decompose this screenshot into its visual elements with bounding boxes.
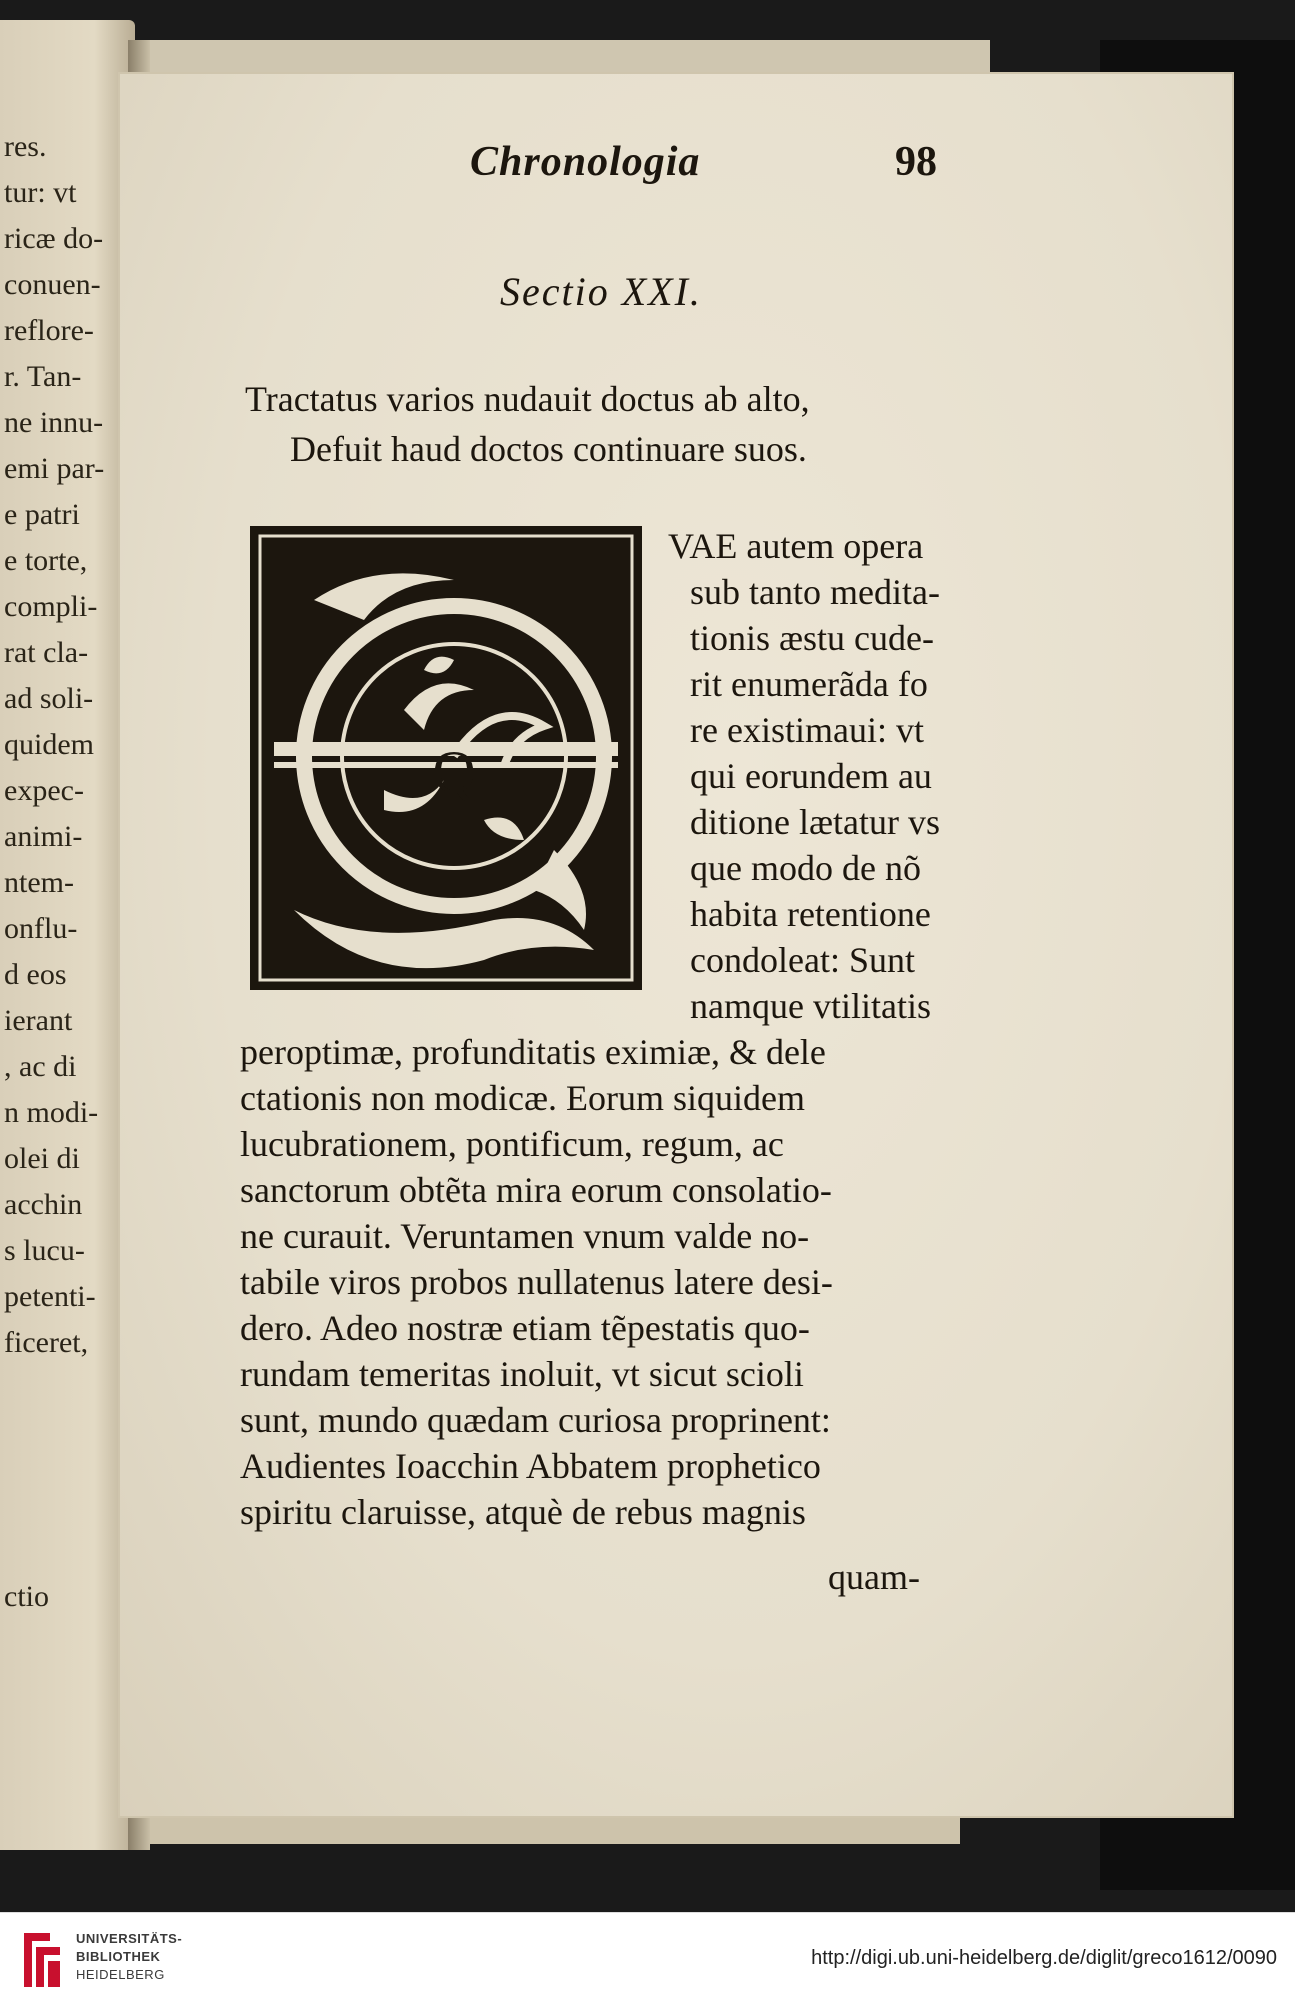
left-page-fragment: animi-	[4, 820, 83, 853]
left-page	[0, 20, 135, 1850]
text-line: tionis æstu cude-	[690, 618, 934, 658]
left-page-fragment: s lucu-	[4, 1234, 85, 1267]
text-line: que modo de nõ	[690, 848, 921, 888]
left-page-fragment: ad soli-	[4, 682, 94, 715]
book-top-edge	[140, 40, 990, 76]
left-page-fragment: ctio	[4, 1580, 49, 1613]
text-line: qui eorundem au	[690, 756, 932, 796]
distich-line-1: Tractatus varios nudauit doctus ab alto,	[245, 379, 810, 419]
text-line: re existimaui: vt	[690, 710, 924, 750]
left-page-fragment: quidem	[4, 728, 94, 761]
text-line: sunt, mundo quædam curiosa proprinent:	[240, 1400, 831, 1440]
text-line: tabile viros probos nullatenus latere desi-	[240, 1262, 833, 1302]
left-page-fragment: expec-	[4, 774, 84, 807]
left-page-fragment: rat cla-	[4, 636, 89, 669]
page-number: 98	[895, 139, 937, 185]
left-page-fragment: compli-	[4, 590, 98, 623]
left-page-fragment: olei di	[4, 1142, 80, 1175]
left-page-fragment: e patri	[4, 498, 80, 531]
text-line: rundam temeritas inoluit, vt sicut scioli	[240, 1354, 804, 1394]
left-page-fragment: d eos	[4, 958, 67, 991]
text-line: ctationis non modicæ. Eorum siquidem	[240, 1078, 805, 1118]
running-head: Chronologia	[470, 139, 701, 185]
footer-bar	[0, 1912, 1295, 2008]
left-page-fragment: ne innu-	[4, 406, 104, 439]
left-page-fragment: ierant	[4, 1004, 73, 1037]
left-page-fragment: reflore-	[4, 314, 94, 347]
text-line: namque vtilitatis	[690, 986, 931, 1026]
text-line: habita retentione	[690, 894, 931, 934]
source-url-link[interactable]: http://digi.ub.uni-heidelberg.de/diglit/greco1612/0090	[811, 1947, 1277, 1969]
section-title: Sectio XXI.	[500, 269, 702, 314]
logo-line-1: UNIVERSITÄTS-	[76, 1931, 183, 1946]
distich-line-2: Defuit haud doctos continuare suos.	[290, 429, 807, 469]
left-page-fragment: , ac di	[4, 1050, 77, 1083]
left-page-fragment: res.	[4, 130, 47, 163]
left-page-fragment: r. Tan-	[4, 360, 82, 393]
left-page-fragment: ricæ do-	[4, 222, 104, 255]
left-page-fragment: ntem-	[4, 866, 74, 899]
left-page-fragment: conuen-	[4, 268, 101, 301]
text-line: sub tanto medita-	[690, 572, 940, 612]
text-line: ne curauit. Veruntamen vnum valde no-	[240, 1216, 810, 1256]
left-page-fragment: e torte,	[4, 544, 88, 577]
logo-line-3: HEIDELBERG	[76, 1967, 165, 1982]
svg-text:Q: Q	[432, 739, 476, 805]
left-page-fragment: petenti-	[4, 1280, 96, 1313]
book-bottom-edge	[140, 1812, 960, 1844]
left-page-fragment: onflu-	[4, 912, 78, 945]
left-page-fragment: acchin	[4, 1188, 83, 1221]
text-line: lucubrationem, pontificum, regum, ac	[240, 1124, 784, 1164]
text-line: Audientes Ioacchin Abbatem prophetico	[240, 1446, 821, 1486]
initial-ornament-icon	[254, 530, 638, 986]
text-line: peroptimæ, profunditatis eximiæ, & dele	[240, 1032, 826, 1072]
catchword: quam-	[828, 1557, 920, 1597]
text-line: condoleat: Sunt	[690, 940, 915, 980]
left-page-fragment: n modi-	[4, 1096, 99, 1129]
left-page-fragment: ficeret,	[4, 1326, 89, 1359]
decorated-initial	[250, 526, 642, 990]
text-line: spiritu claruisse, atquè de rebus magnis	[240, 1492, 806, 1532]
library-logo-icon	[20, 1927, 64, 1993]
text-line: rit enumerãda fo	[690, 664, 928, 704]
text-line: dero. Adeo nostræ etiam tẽpestatis quo-	[240, 1308, 810, 1348]
text-line: ditione lætatur vs	[690, 802, 940, 842]
text-line: sanctorum obtẽta mira eorum consolatio-	[240, 1170, 832, 1210]
left-page-fragment: emi par-	[4, 452, 105, 485]
text-line: VAE autem opera	[668, 526, 924, 566]
left-page-fragment: tur: vt	[4, 176, 77, 209]
logo-line-2: BIBLIOTHEK	[76, 1949, 161, 1964]
